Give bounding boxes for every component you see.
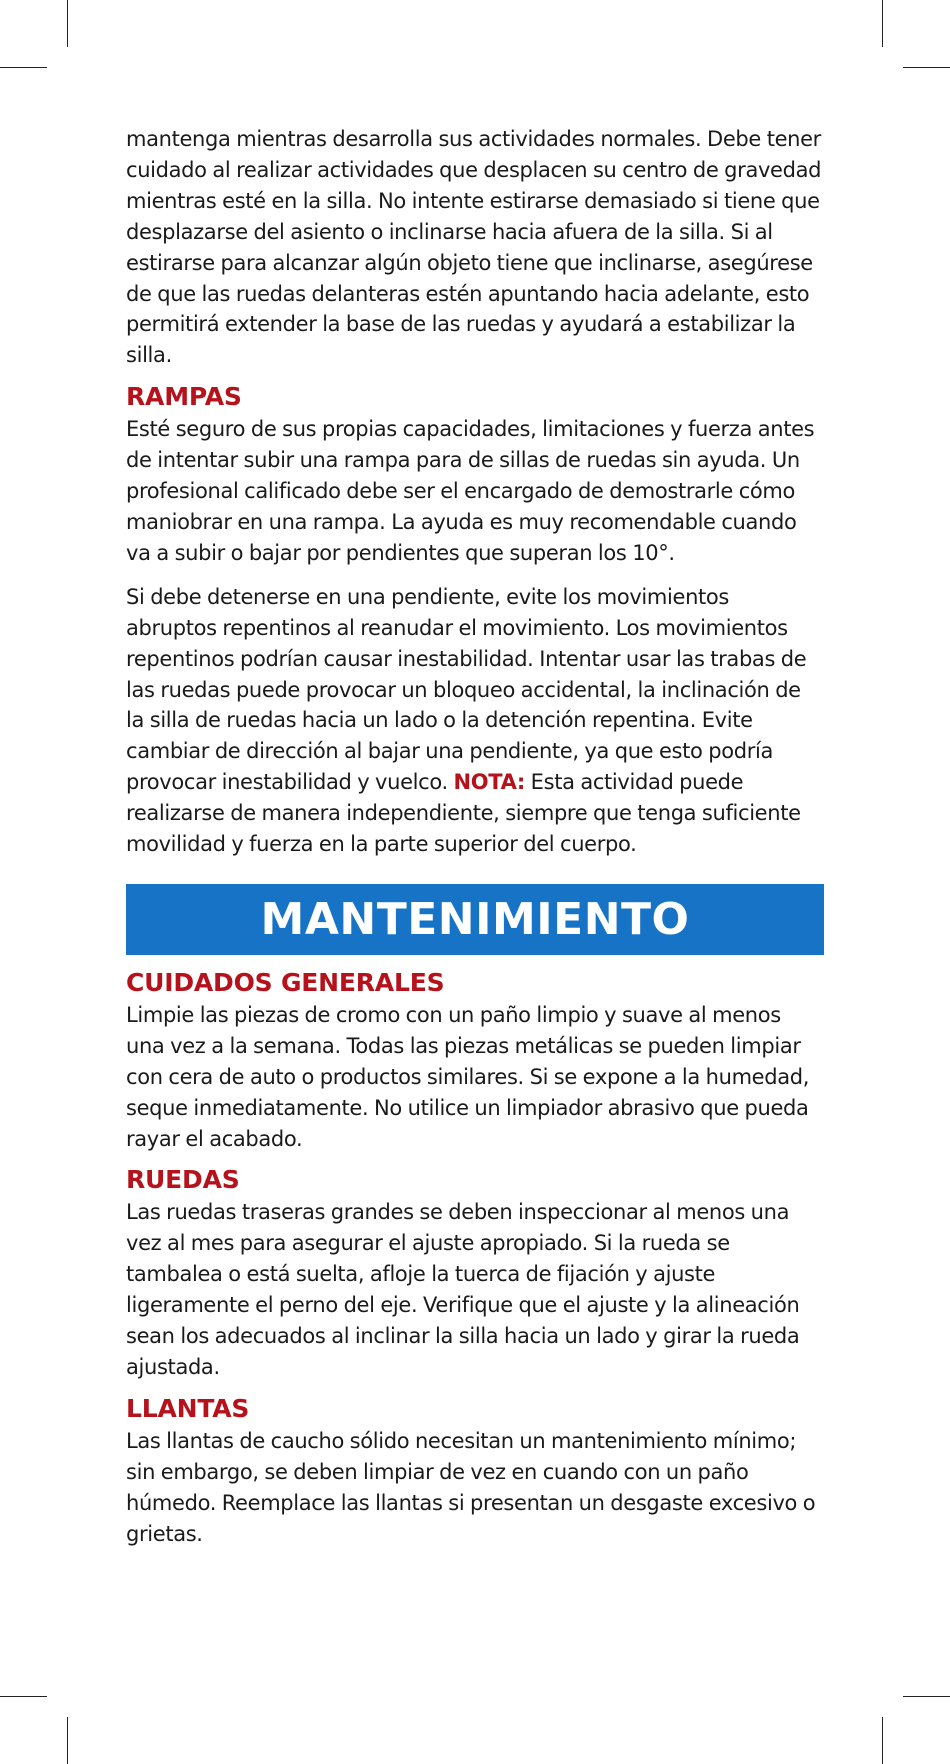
- rampas-paragraph-2: [126, 582, 824, 860]
- page-content: [126, 124, 824, 1550]
- intro-paragraph: mantenga mientras desarrolla sus actividades normales. Debe tener cuidado al realizar actividades que desplacen su centro de gravedad mientras esté en la silla. No intente estirarse demasiado si tiene que desplazarse del asiento o inclinarse hacia afuera de la silla. Si al estirarse para alcanzar algún objeto tiene que inclinarse, asegúrese de que las ruedas delanteras estén apuntando hacia adelante, esto permitirá extender la base de las ruedas y ayudará a estabilizar la silla.: [126, 127, 822, 368]
- ruedas-heading: RUEDAS: [126, 1165, 240, 1195]
- crop-mark: [903, 67, 950, 68]
- crop-mark: [0, 1696, 47, 1697]
- cuidados-paragraph: Limpie las piezas de cromo con un paño limpio y suave al menos una vez a la semana. Todas las piezas metálicas se pueden limpiar con cera de auto o productos similares. Si se expone a la humedad, seque inmediatamente. No utilice un limpiador abrasivo que pueda rayar el acabado.: [126, 1002, 810, 1151]
- note-text: Esta actividad puede realizarse de manera independiente, siempre que tenga suficiente movilidad y fuerza en la parte superior del cuerpo.: [126, 770, 801, 857]
- rampas-paragraph-2-text: Si debe detenerse en una pendiente, evite los movimientos abruptos repentinos al reanudar el movimiento. Los movimientos repentinos podrían causar inestabilidad. Intentar usar las trabas de las ruedas puede provocar un bloqueo accidental, la inclinación de la silla de ruedas hacia un lado o la detención repentina. Evite cambiar de dirección al bajar una pendiente, ya que esto podría provocar inestabilidad y vuelco.: [126, 584, 807, 795]
- cuidados-heading: CUIDADOS GENERALES: [126, 967, 445, 997]
- crop-mark: [0, 67, 47, 68]
- llantas-heading: LLANTAS: [126, 1393, 250, 1423]
- llantas-paragraph: Las llantas de caucho sólido necesitan un mantenimiento mínimo; sin embargo, se deben limpiar de vez en cuando con un paño húmedo. Reemplace las llantas si presentan un desgaste excesivo o grietas.: [126, 1428, 816, 1546]
- section-banner: MANTENIMIENTO: [126, 884, 824, 955]
- crop-mark: [67, 1717, 68, 1764]
- ruedas-paragraph: Las ruedas traseras grandes se deben inspeccionar al menos una vez al mes para asegurar el ajuste apropiado. Si la rueda se tambalea o está suelta, afloje la tuerca de fijación y ajuste ligeramente el perno del eje. Verifique que el ajuste y la alineación sean los adecuados al inclinar la silla hacia un lado y girar la rueda ajustada.: [126, 1200, 800, 1379]
- rampas-heading: RAMPAS: [126, 382, 242, 412]
- crop-mark: [882, 1717, 883, 1764]
- crop-mark: [903, 1696, 950, 1697]
- note-label: NOTA:: [453, 770, 525, 795]
- crop-mark: [67, 0, 68, 47]
- rampas-paragraph: Esté seguro de sus propias capacidades, limitaciones y fuerza antes de intentar subir una rampa para de sillas de ruedas sin ayuda. Un profesional calificado debe ser el encargado de demostrarle cómo maniobrar en una rampa. La ayuda es muy recomendable cuando va a subir o bajar por pendientes que superan los 10°.: [126, 417, 815, 565]
- crop-mark: [882, 0, 883, 47]
